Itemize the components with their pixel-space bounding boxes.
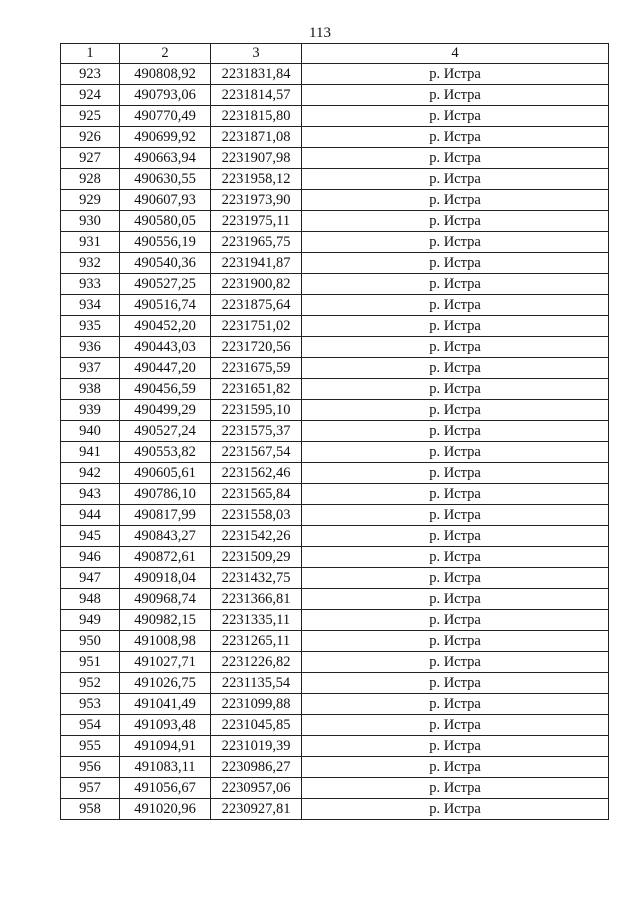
x-coordinate-cell: 490968,74 [120, 589, 211, 610]
y-coordinate-cell: 2231651,82 [211, 379, 302, 400]
table-row [61, 736, 609, 757]
description-cell: р. Истра [302, 274, 609, 295]
y-coordinate-cell: 2231958,12 [211, 169, 302, 190]
x-coordinate-cell: 490580,05 [120, 211, 211, 232]
table-row [61, 799, 609, 820]
point-number-cell: 927 [61, 148, 120, 169]
x-coordinate-cell: 491020,96 [120, 799, 211, 820]
y-coordinate-cell: 2231045,85 [211, 715, 302, 736]
point-number-cell: 925 [61, 106, 120, 127]
table-row [61, 484, 609, 505]
table-row [61, 127, 609, 148]
x-coordinate-cell: 490808,92 [120, 64, 211, 85]
point-number-cell: 935 [61, 316, 120, 337]
table-row [61, 169, 609, 190]
table-row [61, 148, 609, 169]
y-coordinate-cell: 2231973,90 [211, 190, 302, 211]
description-cell: р. Истра [302, 778, 609, 799]
point-number-cell: 948 [61, 589, 120, 610]
y-coordinate-cell: 2231567,54 [211, 442, 302, 463]
x-coordinate-cell: 490699,92 [120, 127, 211, 148]
table-row [61, 442, 609, 463]
table-row [61, 232, 609, 253]
x-coordinate-cell: 490982,15 [120, 610, 211, 631]
description-cell: р. Истра [302, 673, 609, 694]
y-coordinate-cell: 2231575,37 [211, 421, 302, 442]
table-row [61, 715, 609, 736]
y-coordinate-cell: 2231965,75 [211, 232, 302, 253]
table-row [61, 316, 609, 337]
description-cell: р. Истра [302, 610, 609, 631]
x-coordinate-cell: 490630,55 [120, 169, 211, 190]
point-number-cell: 941 [61, 442, 120, 463]
table-row [61, 421, 609, 442]
y-coordinate-cell: 2231875,64 [211, 295, 302, 316]
y-coordinate-cell: 2231509,29 [211, 547, 302, 568]
y-coordinate-cell: 2231975,11 [211, 211, 302, 232]
table-row [61, 211, 609, 232]
description-cell: р. Истра [302, 547, 609, 568]
x-coordinate-cell: 490516,74 [120, 295, 211, 316]
table-row [61, 253, 609, 274]
point-number-cell: 926 [61, 127, 120, 148]
table-row [61, 631, 609, 652]
table-row [61, 673, 609, 694]
description-cell: р. Истра [302, 694, 609, 715]
point-number-cell: 953 [61, 694, 120, 715]
table-row [61, 358, 609, 379]
point-number-cell: 933 [61, 274, 120, 295]
point-number-cell: 930 [61, 211, 120, 232]
x-coordinate-cell: 490447,20 [120, 358, 211, 379]
table-row [61, 190, 609, 211]
table-row [61, 274, 609, 295]
description-cell: р. Истра [302, 106, 609, 127]
y-coordinate-cell: 2231565,84 [211, 484, 302, 505]
description-cell: р. Истра [302, 358, 609, 379]
y-coordinate-cell: 2231558,03 [211, 505, 302, 526]
description-cell: р. Истра [302, 799, 609, 820]
x-coordinate-cell: 490918,04 [120, 568, 211, 589]
description-cell: р. Истра [302, 85, 609, 106]
point-number-cell: 923 [61, 64, 120, 85]
description-cell: р. Истра [302, 442, 609, 463]
x-coordinate-cell: 490605,61 [120, 463, 211, 484]
y-coordinate-cell: 2231941,87 [211, 253, 302, 274]
description-cell: р. Истра [302, 379, 609, 400]
y-coordinate-cell: 2230927,81 [211, 799, 302, 820]
point-number-cell: 929 [61, 190, 120, 211]
table-row [61, 610, 609, 631]
x-coordinate-cell: 491083,11 [120, 757, 211, 778]
y-coordinate-cell: 2231366,81 [211, 589, 302, 610]
point-number-cell: 945 [61, 526, 120, 547]
table-row [61, 694, 609, 715]
y-coordinate-cell: 2231720,56 [211, 337, 302, 358]
description-cell: р. Истра [302, 400, 609, 421]
x-coordinate-cell: 490527,25 [120, 274, 211, 295]
x-coordinate-cell: 490872,61 [120, 547, 211, 568]
description-cell: р. Истра [302, 463, 609, 484]
point-number-cell: 938 [61, 379, 120, 400]
coordinates-table [60, 43, 609, 820]
column-header-3: 3 [211, 44, 302, 64]
point-number-cell: 958 [61, 799, 120, 820]
y-coordinate-cell: 2231542,26 [211, 526, 302, 547]
x-coordinate-cell: 491041,49 [120, 694, 211, 715]
description-cell: р. Истра [302, 295, 609, 316]
point-number-cell: 936 [61, 337, 120, 358]
y-coordinate-cell: 2231871,08 [211, 127, 302, 148]
point-number-cell: 957 [61, 778, 120, 799]
table-row [61, 295, 609, 316]
y-coordinate-cell: 2231751,02 [211, 316, 302, 337]
point-number-cell: 931 [61, 232, 120, 253]
x-coordinate-cell: 490452,20 [120, 316, 211, 337]
point-number-cell: 956 [61, 757, 120, 778]
table-row [61, 568, 609, 589]
description-cell: р. Истра [302, 589, 609, 610]
y-coordinate-cell: 2231900,82 [211, 274, 302, 295]
x-coordinate-cell: 490843,27 [120, 526, 211, 547]
point-number-cell: 932 [61, 253, 120, 274]
description-cell: р. Истра [302, 526, 609, 547]
column-header-4: 4 [302, 44, 609, 64]
description-cell: р. Истра [302, 736, 609, 757]
description-cell: р. Истра [302, 64, 609, 85]
table-body [61, 64, 609, 820]
x-coordinate-cell: 490817,99 [120, 505, 211, 526]
point-number-cell: 943 [61, 484, 120, 505]
description-cell: р. Истра [302, 757, 609, 778]
y-coordinate-cell: 2231019,39 [211, 736, 302, 757]
y-coordinate-cell: 2231432,75 [211, 568, 302, 589]
table-row [61, 106, 609, 127]
table-row [61, 400, 609, 421]
x-coordinate-cell: 490770,49 [120, 106, 211, 127]
description-cell: р. Истра [302, 253, 609, 274]
y-coordinate-cell: 2231831,84 [211, 64, 302, 85]
y-coordinate-cell: 2231265,11 [211, 631, 302, 652]
description-cell: р. Истра [302, 568, 609, 589]
x-coordinate-cell: 491056,67 [120, 778, 211, 799]
y-coordinate-cell: 2231335,11 [211, 610, 302, 631]
description-cell: р. Истра [302, 652, 609, 673]
description-cell: р. Истра [302, 631, 609, 652]
description-cell: р. Истра [302, 148, 609, 169]
point-number-cell: 947 [61, 568, 120, 589]
x-coordinate-cell: 491027,71 [120, 652, 211, 673]
description-cell: р. Истра [302, 505, 609, 526]
table-row [61, 505, 609, 526]
point-number-cell: 939 [61, 400, 120, 421]
y-coordinate-cell: 2231814,57 [211, 85, 302, 106]
x-coordinate-cell: 490443,03 [120, 337, 211, 358]
description-cell: р. Истра [302, 169, 609, 190]
point-number-cell: 937 [61, 358, 120, 379]
y-coordinate-cell: 2231226,82 [211, 652, 302, 673]
y-coordinate-cell: 2230957,06 [211, 778, 302, 799]
description-cell: р. Истра [302, 211, 609, 232]
y-coordinate-cell: 2230986,27 [211, 757, 302, 778]
description-cell: р. Истра [302, 337, 609, 358]
table-row [61, 652, 609, 673]
table-row [61, 463, 609, 484]
description-cell: р. Истра [302, 421, 609, 442]
column-header-1: 1 [61, 44, 120, 64]
point-number-cell: 928 [61, 169, 120, 190]
point-number-cell: 942 [61, 463, 120, 484]
table-row [61, 379, 609, 400]
x-coordinate-cell: 491094,91 [120, 736, 211, 757]
x-coordinate-cell: 490793,06 [120, 85, 211, 106]
x-coordinate-cell: 491093,48 [120, 715, 211, 736]
point-number-cell: 934 [61, 295, 120, 316]
description-cell: р. Истра [302, 484, 609, 505]
column-header-2: 2 [120, 44, 211, 64]
point-number-cell: 949 [61, 610, 120, 631]
point-number-cell: 952 [61, 673, 120, 694]
table-row [61, 589, 609, 610]
x-coordinate-cell: 490499,29 [120, 400, 211, 421]
y-coordinate-cell: 2231675,59 [211, 358, 302, 379]
x-coordinate-cell: 490527,24 [120, 421, 211, 442]
point-number-cell: 955 [61, 736, 120, 757]
header-row [61, 44, 609, 64]
table-row [61, 85, 609, 106]
description-cell: р. Истра [302, 190, 609, 211]
point-number-cell: 950 [61, 631, 120, 652]
point-number-cell: 924 [61, 85, 120, 106]
x-coordinate-cell: 491008,98 [120, 631, 211, 652]
table-row [61, 337, 609, 358]
x-coordinate-cell: 490607,93 [120, 190, 211, 211]
table-row [61, 547, 609, 568]
point-number-cell: 954 [61, 715, 120, 736]
table-row [61, 526, 609, 547]
y-coordinate-cell: 2231562,46 [211, 463, 302, 484]
table-header [61, 44, 609, 64]
x-coordinate-cell: 490553,82 [120, 442, 211, 463]
table-row [61, 778, 609, 799]
point-number-cell: 946 [61, 547, 120, 568]
point-number-cell: 940 [61, 421, 120, 442]
description-cell: р. Истра [302, 316, 609, 337]
description-cell: р. Истра [302, 715, 609, 736]
y-coordinate-cell: 2231595,10 [211, 400, 302, 421]
point-number-cell: 951 [61, 652, 120, 673]
x-coordinate-cell: 490540,36 [120, 253, 211, 274]
description-cell: р. Истра [302, 127, 609, 148]
x-coordinate-cell: 491026,75 [120, 673, 211, 694]
y-coordinate-cell: 2231099,88 [211, 694, 302, 715]
table-row [61, 757, 609, 778]
x-coordinate-cell: 490663,94 [120, 148, 211, 169]
x-coordinate-cell: 490786,10 [120, 484, 211, 505]
x-coordinate-cell: 490456,59 [120, 379, 211, 400]
y-coordinate-cell: 2231815,80 [211, 106, 302, 127]
y-coordinate-cell: 2231907,98 [211, 148, 302, 169]
page-number: 113 [309, 25, 331, 41]
description-cell: р. Истра [302, 232, 609, 253]
y-coordinate-cell: 2231135,54 [211, 673, 302, 694]
table-row [61, 64, 609, 85]
x-coordinate-cell: 490556,19 [120, 232, 211, 253]
point-number-cell: 944 [61, 505, 120, 526]
